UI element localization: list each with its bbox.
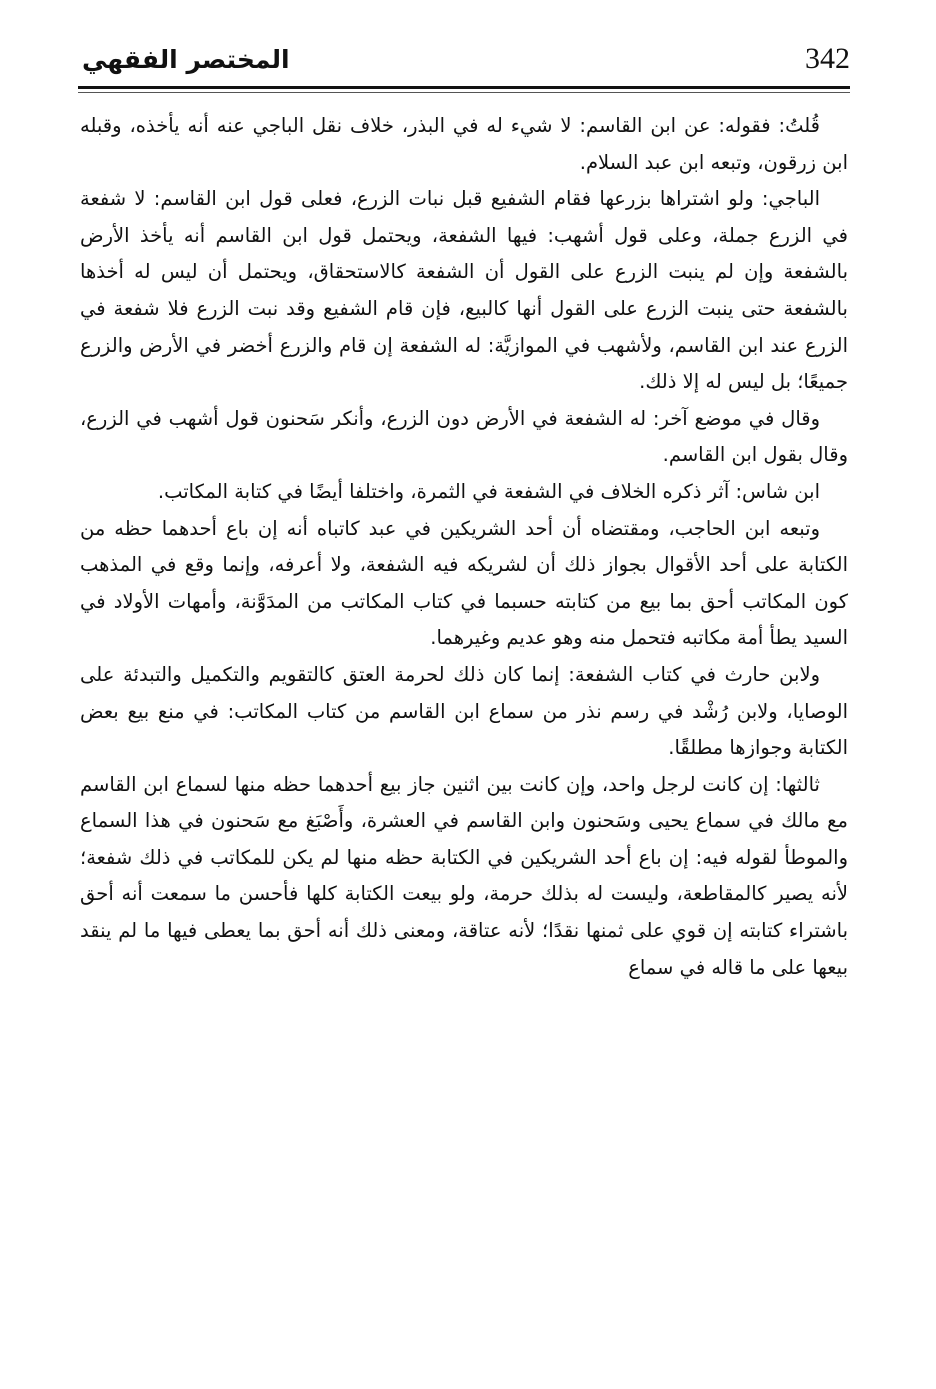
paragraph-1: قُلتُ: فقوله: عن ابن القاسم: لا شيء له في البذر، خلاف نقل الباجي عنه أنه يأخذه، وقبله ابن زرقون، وتبعه ابن عبد السلام. [80,114,848,174]
running-title: المختصر الفقهي [82,45,290,74]
paragraph-5: وتبعه ابن الحاجب، ومقتضاه أن أحد الشريكين في عبد كاتباه أنه إن باع أحدهما حظه من الكتابة على أحد الأقوال بجواز ذلك أن لشريكه فيه الشفعة، ولا أعرفه، وإنما وقع في المذهب كون المكاتب أحق بما بيع من كتابته حسبما في كتاب المكاتب من المدَوَّنة، وأمهات الأولاد في السيد يطأ أمة مكاتبه فتحمل منه وهو عديم وغيرهما. [80,516,848,650]
page-number: 342 [805,42,850,75]
header-rule [78,86,850,89]
body-text [80,108,848,986]
paragraph-4: ابن شاس: آثر ذكره الخلاف في الشفعة في الثمرة، واختلفا أيضًا في كتابة المكاتب. [157,479,820,503]
paragraph-2: الباجي: ولو اشتراها بزرعها فقام الشفيع قبل نبات الزرع، فعلى قول ابن القاسم: لا شفعة في الزرع جملة، وعلى قول أشهب: فيها الشفعة، ويحتمل قول ابن القاسم أنه يأخذ الأرض بالشفعة وإن لم ينبت الزرع على القول أن الشفعة كالاستحقاق، ويحتمل أن ليس له أخذها بالشفعة حتى ينبت الزرع على القول أنها كالبيع، فإن قام الشفيع وقد نبت الزرع فلا شفعة في الزرع عند ابن القاسم، ولأشهب في الموازيَّة: له الشفعة إن قام والزرع أخضر في الأرض والزرع جميعًا؛ بل ليس له إلا ذلك. [80,187,848,394]
page-header [80,40,850,84]
paragraph-6: ولابن حارث في كتاب الشفعة: إنما كان ذلك لحرمة العتق كالتقويم والتكميل والتبدئة على الوصايا، ولابن رُشْد في رسم نذر من سماع ابن القاسم من كتاب المكاتب: في منع بيع بعض الكتابة وجوازها مطلقًا. [80,662,848,760]
paragraph-3: وقال في موضع آخر: له الشفعة في الأرض دون الزرع، وأنكر سَحنون قول أشهب في الزرع، وقال بقول ابن القاسم. [80,406,848,467]
paragraph-7: ثالثها: إن كانت لرجل واحد، وإن كانت بين اثنين جاز بيع أحدهما حظه منها لسماع ابن القاسم مع مالك في سماع يحيى وسَحنون وابن القاسم في العشرة، وأَصْبَغ مع سَحنون في هذا السماع والموطأ لقوله فيه: إن باع أحد الشريكين في الكتابة حظه منها لم يكن للمكاتب في ذلك شفعة؛ لأنه يصير كالمقاطعة، وليست له بذلك حرمة، ولو بيعت الكتابة كلها فأحسن ما سمعت أنه أحق باشتراء كتابته إن قوي على ثمنها نقدًا؛ لأنه عتاقة، ومعنى ذلك أنه أحق بما يعطى فيها ما لم ينقد بيعها على ما قاله في سماع [80,772,848,979]
header-rule-thin [78,92,850,93]
